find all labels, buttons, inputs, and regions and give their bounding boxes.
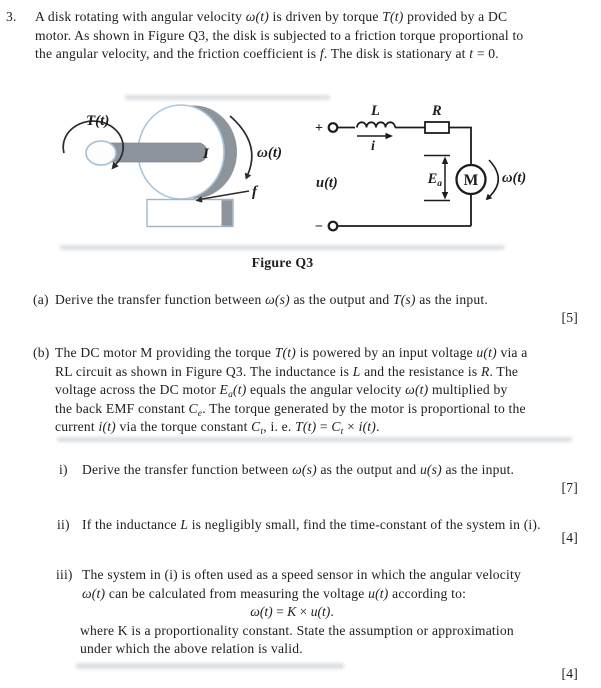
mechanical-diagram bbox=[55, 99, 305, 241]
motor-rotation-arrow bbox=[489, 160, 498, 196]
text-segment: can be calculated from measuring the voltage bbox=[105, 585, 369, 601]
scan-artifact bbox=[125, 95, 330, 100]
item-i-label: i) bbox=[59, 462, 68, 477]
text-segment: ω(t) bbox=[82, 585, 106, 601]
text-segment: ω(s) bbox=[292, 462, 317, 477]
text-segment: e bbox=[197, 408, 203, 419]
shaft-end-cap bbox=[86, 141, 116, 165]
text-segment: K bbox=[287, 603, 297, 619]
text-segment: and the resistance is bbox=[360, 363, 481, 379]
text-segment: ω(t) bbox=[405, 382, 429, 398]
item-iii-equation bbox=[82, 603, 502, 622]
source-voltage-label: u(t) bbox=[316, 175, 338, 191]
text-line bbox=[55, 344, 527, 363]
text-segment: equals the angular velocity bbox=[246, 382, 406, 398]
resistor-label: R bbox=[432, 103, 442, 119]
part-b-text bbox=[55, 344, 527, 437]
current-label: i bbox=[371, 139, 375, 154]
text-segment: ω(t) bbox=[250, 603, 273, 619]
text-segment: u(t) bbox=[368, 585, 389, 601]
text-segment: = bbox=[272, 603, 288, 619]
text-segment: u(s) bbox=[419, 462, 442, 477]
part-a-text bbox=[55, 291, 488, 310]
text-segment: . bbox=[330, 603, 334, 619]
text-segment: as the output and bbox=[289, 292, 393, 307]
text-line bbox=[55, 381, 527, 400]
circuit-diagram bbox=[308, 99, 540, 241]
text-segment: current bbox=[55, 419, 99, 435]
text-segment: u(t) bbox=[310, 603, 331, 619]
text-segment: provided by a DC bbox=[403, 9, 508, 24]
text-line bbox=[80, 640, 514, 659]
item-ii-label: ii) bbox=[57, 517, 70, 532]
text-segment: motor. As shown in Figure Q3, the disk is subjected to a friction torque proportional to bbox=[35, 27, 524, 43]
plus-terminal bbox=[329, 123, 338, 132]
text-line bbox=[35, 45, 523, 64]
text-segment: is negligibly small, find the time-constant of the system in (i). bbox=[188, 517, 541, 532]
text-line bbox=[35, 8, 523, 27]
text-segment: T(t) bbox=[295, 419, 317, 435]
text-segment: (t) bbox=[233, 382, 247, 398]
text-segment: . The disk is stationary at bbox=[323, 46, 470, 62]
text-segment: The system in (i) is often used as a speed sensor in which the angular velocity bbox=[82, 567, 521, 582]
text-segment: as the input. bbox=[441, 462, 515, 477]
inductor bbox=[357, 122, 395, 127]
minus-terminal bbox=[329, 222, 338, 231]
text-segment: R bbox=[480, 363, 490, 379]
text-segment: voltage across the DC motor bbox=[55, 382, 220, 398]
text-segment: t bbox=[340, 427, 344, 438]
text-segment: according to: bbox=[388, 585, 467, 601]
text-segment: ω(t) bbox=[245, 9, 269, 24]
text-segment: The DC motor M providing the torque bbox=[55, 345, 275, 360]
item-ii-marks: [4] bbox=[561, 530, 578, 545]
item-iii-marks: [4] bbox=[561, 666, 578, 681]
text-segment: T(t) bbox=[382, 9, 404, 24]
text-segment: T(t) bbox=[274, 345, 296, 360]
text-segment: i(t) bbox=[98, 419, 116, 435]
text-segment: T(s) bbox=[392, 292, 416, 307]
part-a-marks: [5] bbox=[561, 310, 578, 325]
text-segment: . The torque generated by the motor is proportional to the bbox=[202, 400, 526, 416]
text-segment: . The bbox=[489, 363, 519, 379]
minus-terminal-label: − bbox=[315, 219, 323, 235]
current-arrowhead bbox=[386, 133, 394, 139]
question-intro bbox=[35, 8, 523, 64]
text-segment: where K is a proportionality constant. State the assumption or approximation bbox=[80, 622, 514, 638]
text-segment: . bbox=[376, 419, 380, 435]
motor-omega-label: ω(t) bbox=[502, 170, 527, 186]
text-segment: the back EMF constant bbox=[55, 400, 189, 416]
motor-label: M bbox=[463, 172, 479, 189]
text-line bbox=[80, 622, 514, 641]
text-segment: u(t) bbox=[476, 345, 497, 360]
text-segment: t bbox=[260, 427, 264, 438]
text-line bbox=[82, 566, 521, 585]
question-number: 3. bbox=[6, 9, 17, 24]
text-line bbox=[55, 400, 527, 419]
torque-label: T(t) bbox=[86, 113, 110, 129]
emf-arrowhead-down bbox=[442, 192, 448, 200]
text-segment: under which the above relation is valid. bbox=[80, 641, 303, 657]
figure-caption: Figure Q3 bbox=[251, 255, 314, 270]
item-iii-text bbox=[82, 566, 521, 603]
scan-artifact bbox=[76, 663, 344, 669]
text-segment: the angular velocity, and the friction coefficient is bbox=[35, 46, 320, 62]
text-segment: C bbox=[251, 419, 261, 435]
text-segment: RL circuit as shown in Figure Q3. The inductance is bbox=[55, 363, 353, 379]
text-segment: as the output and bbox=[316, 462, 420, 477]
text-segment: C bbox=[188, 400, 198, 416]
text-line bbox=[82, 585, 521, 604]
back-emf-label: $E_a$ bbox=[427, 171, 442, 189]
part-a-label: (a) bbox=[33, 292, 49, 307]
friction-label: f bbox=[252, 184, 257, 200]
text-line bbox=[55, 363, 527, 382]
text-segment: via the torque constant bbox=[115, 419, 252, 435]
wire-top-right bbox=[449, 128, 471, 165]
text-line bbox=[55, 418, 527, 437]
text-segment: L bbox=[352, 363, 361, 379]
text-segment: a bbox=[228, 390, 234, 401]
plus-terminal-label: + bbox=[315, 121, 323, 136]
inductor-label: L bbox=[371, 103, 380, 119]
text-segment: f bbox=[319, 46, 324, 62]
scan-artifact bbox=[60, 245, 505, 250]
text-segment: i(t) bbox=[358, 419, 377, 435]
text-segment: E bbox=[219, 382, 229, 398]
text-segment: Derive the transfer function between bbox=[55, 292, 266, 307]
item-iii-text-after bbox=[80, 622, 514, 659]
text-segment: Derive the transfer function between bbox=[82, 462, 293, 477]
friction-block bbox=[147, 200, 233, 227]
text-segment: L bbox=[180, 517, 189, 532]
item-iii-label: iii) bbox=[56, 567, 73, 582]
text-segment: t bbox=[469, 46, 474, 62]
text-segment: × bbox=[343, 419, 359, 435]
text-segment: is driven by torque bbox=[268, 9, 383, 24]
text-segment: × bbox=[296, 603, 311, 619]
text-segment: multiplied by bbox=[428, 382, 508, 398]
omega-label: ω(t) bbox=[257, 145, 283, 161]
text-line bbox=[35, 27, 523, 46]
text-segment: ω(s) bbox=[265, 292, 290, 307]
text-segment: as the input. bbox=[415, 292, 488, 307]
emf-arrowhead-up bbox=[442, 157, 448, 165]
item-i-text bbox=[82, 461, 514, 480]
item-i-marks: [7] bbox=[561, 480, 578, 495]
part-b-label: (b) bbox=[33, 345, 50, 360]
friction-block-shading bbox=[222, 200, 233, 226]
text-segment: is powered by an input voltage bbox=[295, 345, 477, 360]
text-segment: = bbox=[316, 419, 332, 435]
text-segment: = 0. bbox=[473, 46, 499, 62]
text-segment: , i. e. bbox=[263, 419, 296, 435]
text-segment: C bbox=[331, 419, 341, 435]
text-segment: If the inductance bbox=[82, 517, 181, 532]
item-ii-text bbox=[82, 516, 541, 535]
resistor bbox=[425, 122, 449, 133]
text-segment: via a bbox=[496, 345, 528, 360]
text-segment: A disk rotating with angular velocity bbox=[35, 9, 246, 24]
scan-artifact bbox=[57, 437, 572, 442]
inertia-label: I bbox=[203, 146, 209, 162]
